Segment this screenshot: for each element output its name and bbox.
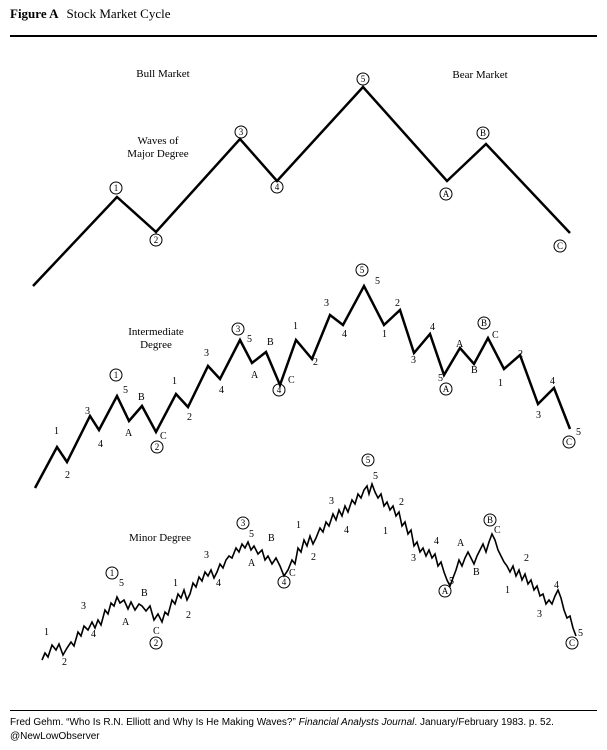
svg-text:1: 1	[44, 627, 49, 638]
svg-text:2: 2	[399, 497, 404, 508]
svg-text:C: C	[153, 626, 160, 637]
svg-text:4: 4	[550, 376, 555, 387]
citation-handle: @NewLowObserver	[10, 731, 100, 742]
svg-text:2: 2	[311, 552, 316, 563]
svg-text:C: C	[492, 330, 499, 341]
svg-text:5: 5	[373, 471, 378, 482]
major-wave-1-marker	[110, 182, 122, 194]
major-wave-c-marker	[554, 240, 566, 252]
svg-text:5: 5	[438, 373, 443, 384]
intermediate-degree-label: Degree	[140, 339, 172, 351]
svg-text:B: B	[486, 515, 494, 525]
major-wave-a-marker	[440, 188, 452, 200]
svg-text:5: 5	[365, 455, 371, 465]
svg-text:4: 4	[274, 182, 280, 192]
svg-text:A: A	[251, 370, 259, 381]
svg-text:3: 3	[240, 518, 246, 528]
svg-text:3: 3	[537, 609, 542, 620]
svg-text:2: 2	[153, 638, 159, 648]
svg-text:5: 5	[449, 576, 454, 587]
intermediate-wave-3-marker	[232, 323, 244, 335]
intermediate-wave-c-marker	[563, 436, 575, 448]
intermediate-wave-a-marker	[440, 383, 452, 395]
svg-text:C: C	[565, 437, 573, 447]
bull-market-label: Bull Market	[136, 68, 190, 80]
svg-text:5: 5	[375, 276, 380, 287]
waves-of-label: Waves of	[137, 135, 179, 147]
bottom-rule	[10, 710, 597, 711]
svg-text:2: 2	[524, 553, 529, 564]
minor-sub-labels	[44, 471, 583, 668]
svg-text:1: 1	[293, 321, 298, 332]
svg-text:5: 5	[119, 578, 124, 589]
svg-text:1: 1	[172, 376, 177, 387]
major-wave-b-marker	[477, 127, 489, 139]
intermediate-wave-b-marker	[478, 317, 490, 329]
svg-text:2: 2	[65, 470, 70, 481]
svg-text:3: 3	[536, 410, 541, 421]
intermediate-sub-labels	[54, 276, 581, 481]
bear-market-label: Bear Market	[452, 69, 508, 81]
intermediate-wave-1-marker	[110, 369, 122, 381]
svg-text:3: 3	[81, 601, 86, 612]
svg-text:4: 4	[434, 536, 439, 547]
svg-text:4: 4	[98, 439, 103, 450]
svg-text:C: C	[494, 525, 501, 536]
svg-text:2: 2	[187, 412, 192, 423]
svg-text:4: 4	[219, 385, 224, 396]
figure-caption: Stock Market Cycle	[66, 6, 171, 21]
minor-wave-c-marker	[566, 637, 578, 649]
major-wave-3-marker	[235, 126, 247, 138]
svg-text:4: 4	[91, 629, 96, 640]
intermediate-wave-line	[35, 286, 573, 488]
svg-text:1: 1	[113, 183, 119, 193]
svg-text:1: 1	[296, 520, 301, 531]
svg-text:3: 3	[85, 406, 90, 417]
minor-wave-2-marker	[150, 637, 162, 649]
major-wave-5-marker	[357, 73, 369, 85]
citation	[10, 716, 554, 744]
citation-reference: Fred Gehm. “Who Is R.N. Elliott and Why Is He Making Waves?” Financial Analysts Journal. January/February 1983. p. 52.	[10, 717, 554, 728]
minor-wave-3-marker	[237, 517, 249, 529]
svg-text:1: 1	[382, 329, 387, 340]
svg-text:1: 1	[54, 426, 59, 437]
svg-text:4: 4	[281, 577, 287, 587]
svg-text:3: 3	[204, 348, 209, 359]
svg-text:C: C	[289, 568, 296, 579]
intermediate-wave-5-marker	[356, 264, 368, 276]
svg-text:4: 4	[342, 329, 347, 340]
svg-text:C: C	[288, 375, 295, 386]
svg-text:5: 5	[360, 74, 366, 84]
svg-text:C: C	[160, 431, 167, 442]
svg-text:A: A	[442, 189, 450, 199]
svg-text:5: 5	[249, 529, 254, 540]
svg-text:B: B	[480, 318, 488, 328]
svg-text:2: 2	[153, 235, 159, 245]
svg-text:B: B	[473, 567, 480, 578]
svg-text:3: 3	[411, 553, 416, 564]
svg-text:B: B	[268, 533, 275, 544]
svg-text:1: 1	[113, 370, 119, 380]
svg-text:A: A	[122, 617, 130, 628]
svg-text:A: A	[441, 586, 449, 596]
svg-text:1: 1	[498, 378, 503, 389]
svg-text:5: 5	[123, 385, 128, 396]
svg-text:4: 4	[216, 578, 221, 589]
svg-text:1: 1	[383, 526, 388, 537]
svg-text:5: 5	[247, 334, 252, 345]
svg-text:1: 1	[109, 568, 115, 578]
svg-text:2: 2	[62, 657, 67, 668]
svg-text:C: C	[556, 241, 564, 251]
svg-text:2: 2	[313, 357, 318, 368]
svg-text:4: 4	[276, 385, 282, 395]
svg-text:3: 3	[411, 355, 416, 366]
svg-text:4: 4	[430, 322, 435, 333]
intermediate-label: Intermediate	[128, 326, 184, 338]
intermediate-wave-4-marker	[273, 384, 285, 396]
svg-text:4: 4	[554, 580, 559, 591]
svg-text:3: 3	[329, 496, 334, 507]
intermediate-wave-2-marker	[151, 441, 163, 453]
svg-text:3: 3	[238, 127, 244, 137]
svg-text:4: 4	[344, 525, 349, 536]
svg-text:2: 2	[154, 442, 160, 452]
svg-text:5: 5	[576, 427, 581, 438]
major-wave-4-marker	[271, 181, 283, 193]
svg-text:3: 3	[235, 324, 241, 334]
svg-text:2: 2	[186, 610, 191, 621]
svg-text:3: 3	[204, 550, 209, 561]
minor-wave-1-marker	[106, 567, 118, 579]
svg-text:5: 5	[359, 265, 365, 275]
svg-text:3: 3	[324, 298, 329, 309]
minor-wave-line	[42, 484, 576, 660]
minor-degree-label: Minor Degree	[128, 532, 192, 544]
svg-text:A: A	[456, 339, 464, 350]
major-wave-2-marker	[150, 234, 162, 246]
minor-wave-5-marker	[362, 454, 374, 466]
svg-text:B: B	[141, 588, 148, 599]
svg-text:A: A	[248, 558, 256, 569]
svg-text:1: 1	[173, 578, 178, 589]
svg-text:B: B	[267, 337, 274, 348]
svg-text:A: A	[125, 428, 133, 439]
svg-text:1: 1	[505, 585, 510, 596]
major-degree-label: Major Degree	[127, 148, 189, 160]
svg-text:B: B	[479, 128, 487, 138]
svg-text:B: B	[138, 392, 145, 403]
svg-text:2: 2	[518, 349, 523, 360]
svg-text:A: A	[457, 538, 465, 549]
figure-tag: Figure A	[10, 6, 59, 21]
svg-text:C: C	[568, 638, 576, 648]
svg-text:A: A	[442, 384, 450, 394]
svg-text:B: B	[471, 365, 478, 376]
svg-text:5: 5	[578, 628, 583, 639]
svg-text:2: 2	[395, 298, 400, 309]
